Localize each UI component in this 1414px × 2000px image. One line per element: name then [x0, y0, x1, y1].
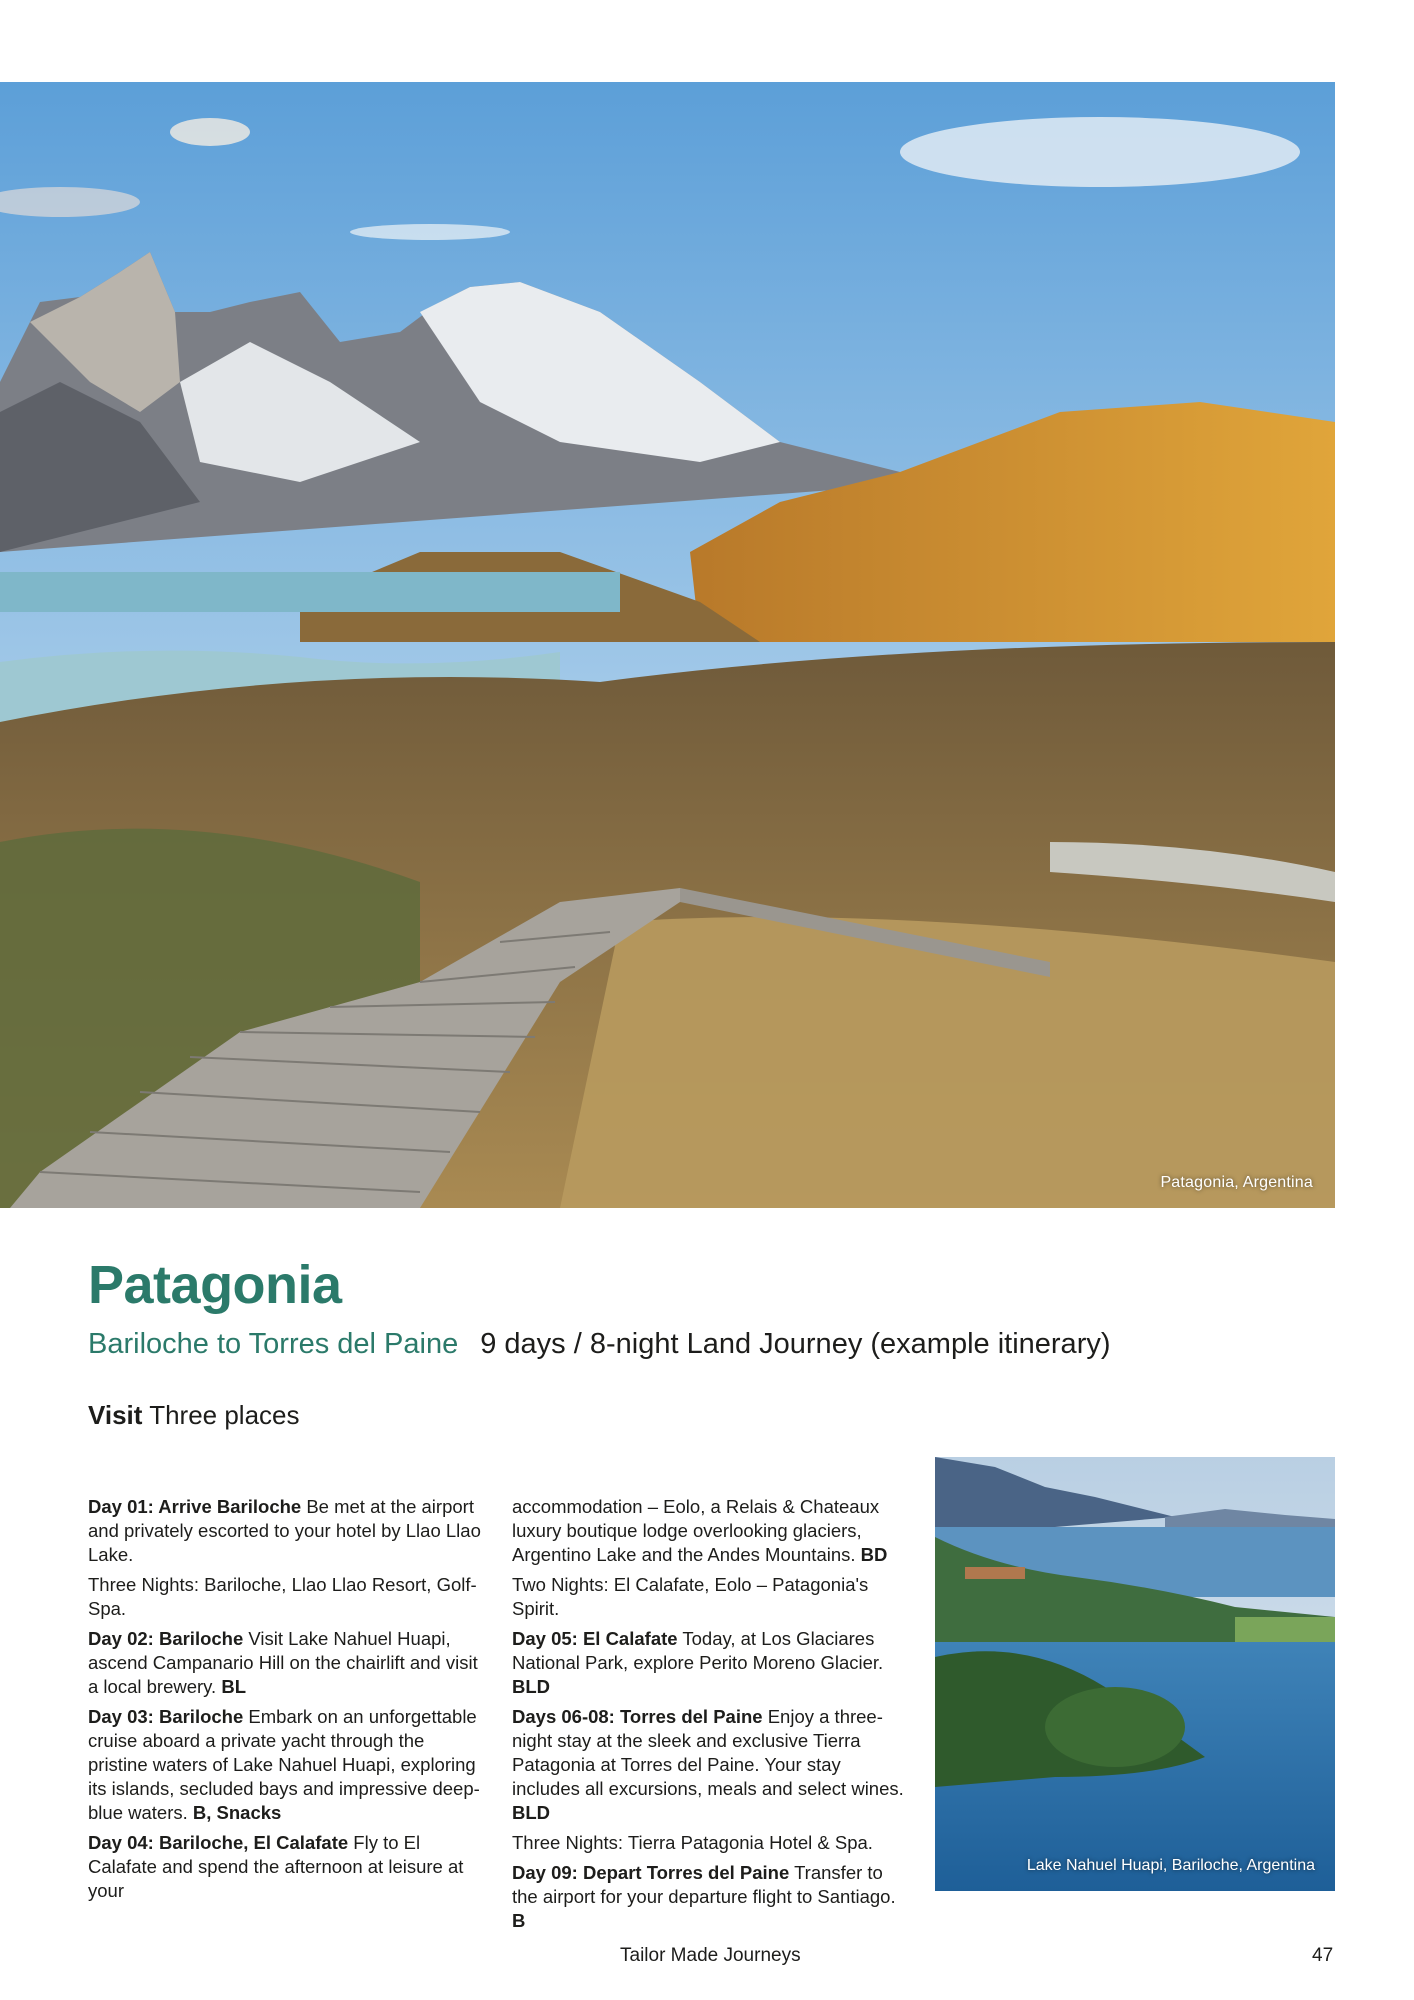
visit-value: Three places: [149, 1400, 300, 1430]
itinerary-entry: [88, 1831, 488, 1903]
itinerary-day-text: accommodation – Eolo, a Relais & Chateaux luxury boutique lodge overlooking glaciers, Argentino Lake and the Andes Mountains.: [512, 1496, 880, 1565]
hero-photo-caption: Patagonia, Argentina: [1160, 1174, 1313, 1191]
itinerary-day-heading: Day 01: Arrive Bariloche: [88, 1496, 302, 1517]
itinerary-stay-text: Two Nights: El Calafate, Eolo – Patagonia's Spirit.: [512, 1574, 869, 1619]
itinerary-day-text: Enjoy a three-night stay at the sleek and exclusive Tierra Patagonia at Torres del Paine. Your stay includes all excursions, meals and select wines.: [512, 1706, 904, 1799]
itinerary-day-heading: Day 05: El Calafate: [512, 1628, 678, 1649]
itinerary-day-text: Embark on an unforgettable cruise aboard a private yacht through the pristine waters of Lake Nahuel Huapi, exploring its islands, secluded bays and impressive deep-blue waters.: [88, 1706, 480, 1823]
itinerary-column-left: [88, 1495, 488, 1909]
itinerary-day-text: Today, at Los Glaciares National Park, explore Perito Moreno Glacier.: [512, 1628, 884, 1673]
itinerary-entry: [512, 1627, 912, 1699]
visit-line: [88, 1400, 300, 1431]
meal-code: B: [512, 1910, 526, 1931]
itinerary-day-heading: Day 02: Bariloche: [88, 1628, 244, 1649]
visit-label: Visit: [88, 1400, 143, 1430]
meal-code: BLD: [512, 1676, 551, 1697]
lake-photo-caption: Lake Nahuel Huapi, Bariloche, Argentina: [1026, 1857, 1315, 1874]
route-subtitle: Bariloche to Torres del Paine: [88, 1328, 459, 1360]
itinerary-entry: [88, 1573, 488, 1621]
itinerary-entry: [512, 1495, 912, 1567]
itinerary-entry: [512, 1705, 912, 1825]
itinerary-stay-text: Three Nights: Tierra Patagonia Hotel & Spa.: [512, 1832, 873, 1853]
meal-code: BD: [860, 1544, 888, 1565]
itinerary-day-text: Be met at the airport and privately escorted to your hotel by Llao Llao Lake.: [88, 1496, 481, 1565]
itinerary-day-text: Visit Lake Nahuel Huapi, ascend Campanario Hill on the chairlift and visit a local brewery.: [88, 1628, 478, 1697]
itinerary-entry: [88, 1705, 488, 1825]
meal-code: BL: [221, 1676, 246, 1697]
page-title: Patagonia: [88, 1255, 342, 1315]
itinerary-entry: [512, 1861, 912, 1933]
hero-photo: [0, 82, 1335, 1208]
footer-title: Tailor Made Journeys: [620, 1945, 801, 1966]
page-number: 47: [1312, 1945, 1334, 1966]
itinerary-entry: [512, 1573, 912, 1621]
itinerary-day-heading: Days 06-08: Torres del Paine: [512, 1706, 763, 1727]
landscape-photo-icon: [0, 82, 1335, 1208]
itinerary-day-heading: Day 03: Bariloche: [88, 1706, 244, 1727]
itinerary-day-text: Fly to El Calafate and spend the afternoon at leisure at your: [88, 1832, 464, 1901]
lake-photo-icon: [935, 1457, 1335, 1891]
itinerary-entry: [88, 1627, 488, 1699]
itinerary-entry: [512, 1831, 912, 1855]
itinerary-stay-text: Three Nights: Bariloche, Llao Llao Resort, Golf-Spa.: [88, 1574, 477, 1619]
itinerary-day-text: Transfer to the airport for your departure flight to Santiago.: [512, 1862, 896, 1907]
meal-code: B, Snacks: [192, 1802, 282, 1823]
journey-duration: 9 days / 8-night Land Journey (example itinerary): [480, 1328, 1111, 1360]
meal-code: BLD: [512, 1802, 551, 1823]
itinerary-day-heading: Day 04: Bariloche, El Calafate: [88, 1832, 349, 1853]
subtitle-row: [88, 1328, 1111, 1361]
itinerary-day-heading: Day 09: Depart Torres del Paine: [512, 1862, 790, 1883]
itinerary-entry: [88, 1495, 488, 1567]
itinerary-column-right: [512, 1495, 912, 1939]
lake-photo: [935, 1457, 1335, 1891]
